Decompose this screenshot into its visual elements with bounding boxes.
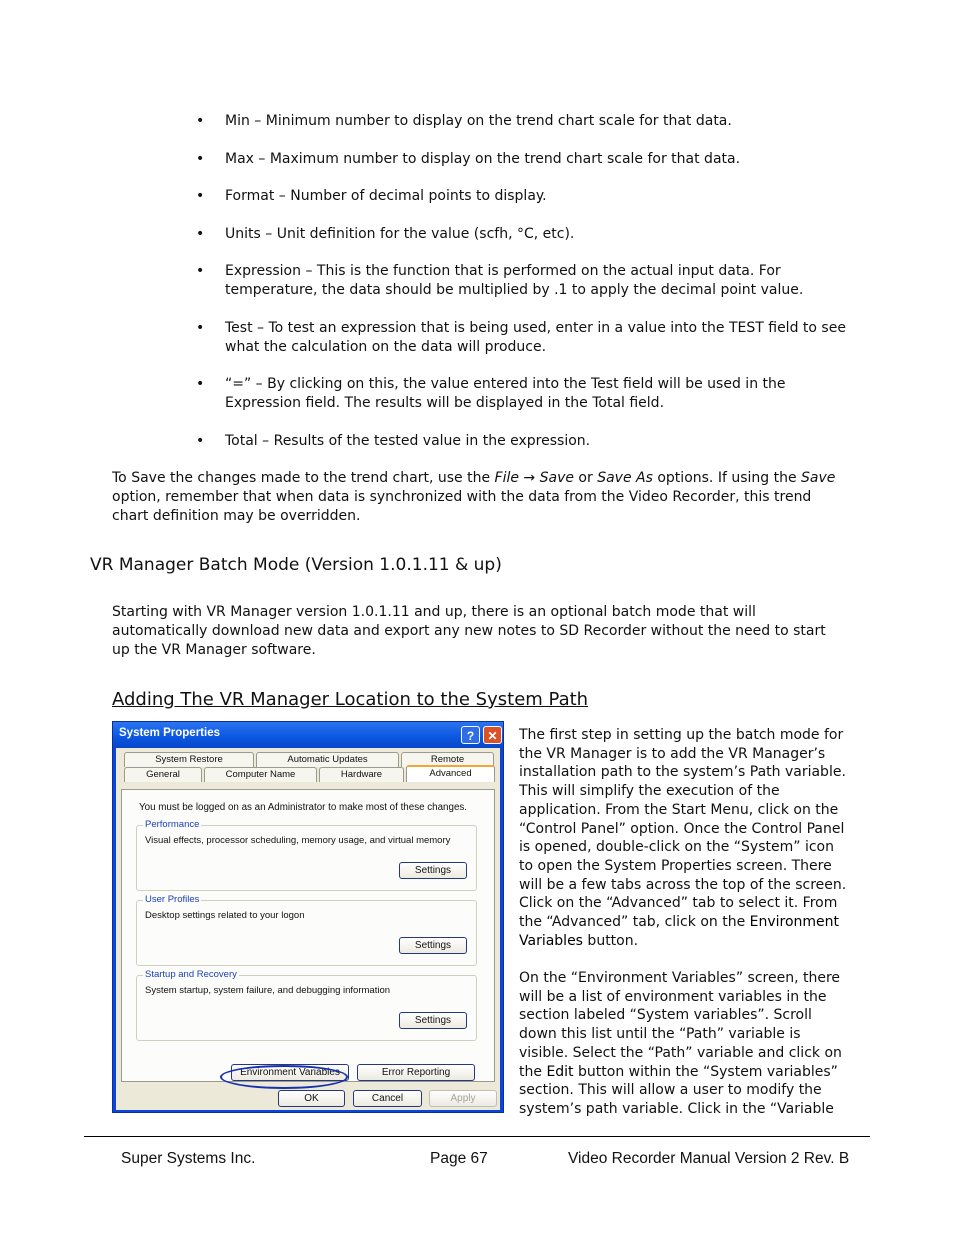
tab-remote[interactable]: Remote	[401, 752, 494, 767]
tab-automatic-updates[interactable]: Automatic Updates	[256, 752, 399, 767]
list-item: • Min – Minimum number to display on the trend chart scale for that data.	[190, 112, 850, 131]
environment-variables-button[interactable]: Environment Variables	[231, 1064, 349, 1081]
section-heading-batch-mode: VR Manager Batch Mode (Version 1.0.1.11 & up)	[90, 555, 502, 575]
list-item: • Units – Unit definition for the value (scfh, °C, etc).	[190, 225, 850, 244]
text-run: Save As	[597, 470, 653, 486]
list-item: • Test – To test an expression that is being used, enter in a value into the TEST field to see what the calculation on the data will produce.	[190, 319, 850, 357]
dialog-title: System Properties	[119, 727, 220, 739]
admin-note: You must be logged on as an Administrator to make most of these changes.	[139, 802, 468, 813]
text-run: On the “Environment Variables” screen, there will be a list of environment variables in the section labeled “System variables”. Scroll down this list until the “Path” variable is visible. Select the “Path” variable and click on the	[519, 970, 842, 1080]
text-run: To Save the changes made to the trend chart, use the	[112, 470, 495, 486]
text-run: or	[573, 470, 598, 486]
trend-field-list	[190, 112, 850, 469]
tab-hardware[interactable]: Hardware	[319, 767, 404, 782]
footer-document-title: Video Recorder Manual Version 2 Rev. B	[568, 1150, 850, 1167]
text-run: options. If using the	[652, 470, 802, 486]
text-run: option, remember that when data is synchronized with the data from the Video Recorder, this trend chart definition may be overridden.	[112, 489, 812, 524]
startup-recovery-settings-button[interactable]: Settings	[399, 1012, 467, 1029]
help-icon[interactable]: ?	[461, 726, 480, 744]
dialog-body	[116, 748, 500, 1110]
list-item: • Max – Maximum number to display on the trend chart scale for that data.	[190, 150, 850, 169]
startup-recovery-group	[136, 969, 477, 1041]
performance-settings-button[interactable]: Settings	[399, 862, 467, 879]
dialog-title-bar	[113, 722, 503, 748]
user-profiles-group	[136, 894, 477, 966]
section-heading-system-path: Adding The VR Manager Location to the System Path	[112, 689, 589, 710]
group-title: Performance	[145, 819, 200, 830]
environment-variables-label: Environment Variables	[519, 914, 840, 949]
group-title: Startup and Recovery	[145, 969, 237, 980]
group-text: Visual effects, processor scheduling, memory usage, and virtual memory	[145, 835, 451, 846]
footer-page-number: Page 67	[430, 1150, 488, 1167]
list-item: • Expression – This is the function that is performed on the actual input data. For temperature, the data should be multiplied by .1 to apply the decimal point value.	[190, 262, 850, 300]
environment-variables-paragraph	[519, 969, 849, 1119]
system-properties-screenshot	[112, 721, 504, 1113]
tab-system-restore[interactable]: System Restore	[124, 752, 254, 767]
text-run: The first step in setting up the batch mode for the VR Manager is to add the VR Manager’s installation path to the system’s Path variable. This will simplify the execution of the application. From the Start Menu, click on the “Control Panel” option. Once the Control Panel is opened, double-click on the “System” icon to open the System Properties screen. There will be a few tabs across the top of the screen. Click on the “Advanced” tab to select it. From the “Advanced” tab, click on the	[519, 727, 847, 931]
text-run: Save	[539, 470, 574, 486]
advanced-panel	[121, 789, 495, 1082]
group-title: User Profiles	[145, 894, 200, 905]
arrow-symbol: →	[518, 470, 540, 486]
list-item: • Format – Number of decimal points to display.	[190, 187, 850, 206]
highlight-circle	[220, 1065, 348, 1089]
tab-computer-name[interactable]: Computer Name	[204, 767, 317, 782]
footer-divider	[84, 1136, 870, 1137]
group-text: System startup, system failure, and debugging information	[145, 985, 391, 996]
tab-general[interactable]: General	[124, 767, 202, 782]
close-icon[interactable]: ✕	[483, 726, 502, 744]
footer-company: Super Systems Inc.	[121, 1150, 256, 1167]
ok-button[interactable]: OK	[278, 1090, 345, 1107]
text-run: button within the “System variables” section. This will allow a user to modify the system’s path variable. Click in the “Variable	[519, 1063, 838, 1117]
performance-group	[136, 819, 477, 891]
save-paragraph	[112, 469, 847, 526]
user-profiles-settings-button[interactable]: Settings	[399, 937, 467, 954]
path-instructions-paragraph	[519, 726, 849, 950]
text-run: Save	[801, 470, 836, 486]
apply-button[interactable]: Apply	[429, 1090, 497, 1107]
edit-label: Edit	[546, 1063, 574, 1080]
cancel-button[interactable]: Cancel	[353, 1090, 422, 1107]
group-text: Desktop settings related to your logon	[145, 910, 305, 921]
error-reporting-button[interactable]: Error Reporting	[357, 1064, 475, 1081]
tab-advanced[interactable]: Advanced	[406, 765, 495, 782]
text-run: File	[494, 470, 519, 486]
batch-mode-paragraph: Starting with VR Manager version 1.0.1.11 and up, there is an optional batch mode that will automatically download new data and export any new notes to SD Recorder without the need to start up the VR Manager software.	[112, 604, 826, 658]
list-item: • Total – Results of the tested value in the expression.	[190, 432, 850, 451]
text-run: button.	[582, 932, 639, 949]
list-item: • “=” – By clicking on this, the value entered into the Test field will be used in the Expression field. The results will be displayed in the Total field.	[190, 375, 850, 413]
